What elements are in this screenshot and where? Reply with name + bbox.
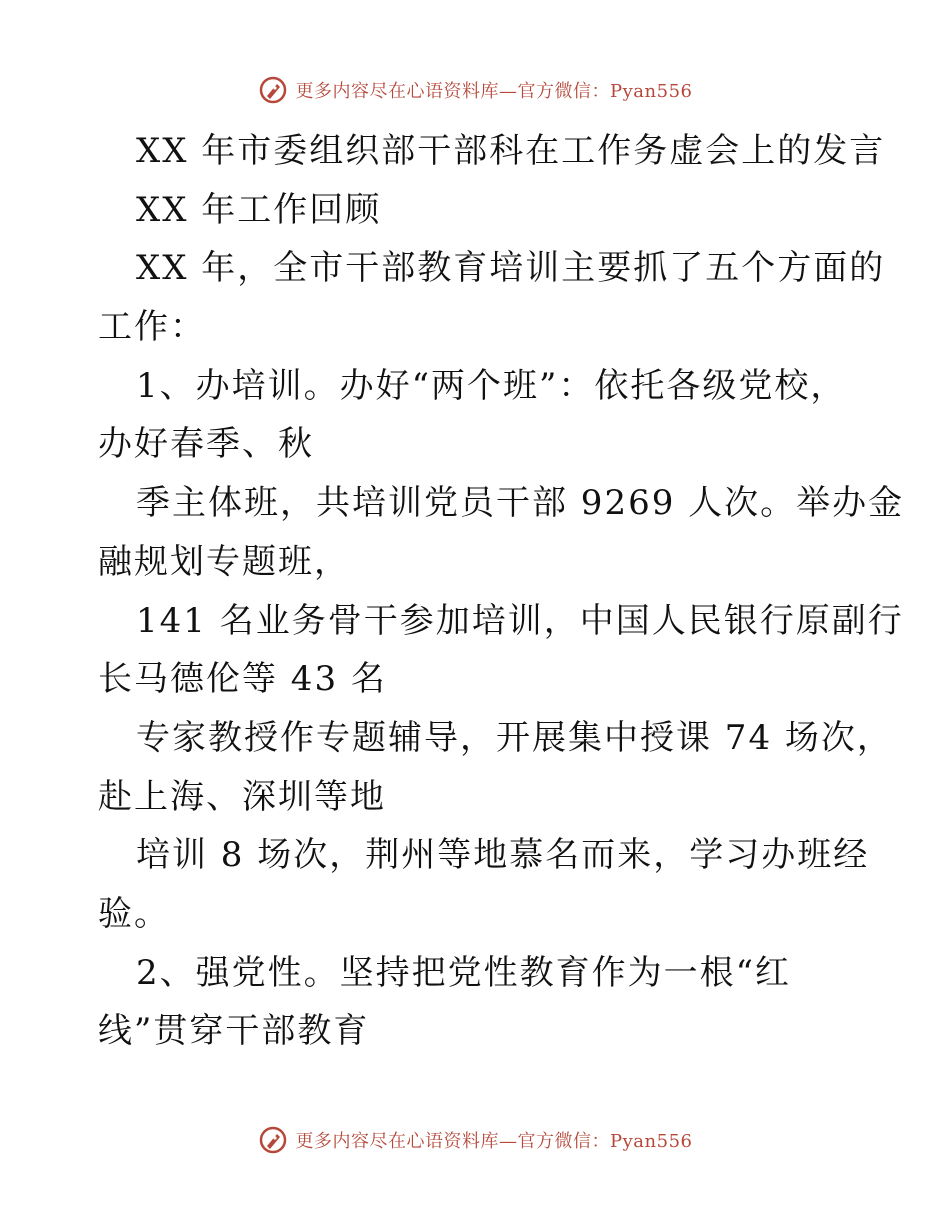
watermark-text: 更多内容尽在心语资料库—官方微信：Pyan556	[295, 81, 693, 102]
paragraph-line: 融规划专题班，	[98, 541, 350, 582]
paragraph-line: 专家教授作专题辅导，开展集中授课 74 场次，	[136, 717, 893, 758]
paragraph-line: 赴上海、深圳等地	[98, 776, 386, 817]
paragraph-line: 2、强党性。坚持把党性教育作为一根“红	[136, 952, 792, 993]
footer-watermark	[0, 1120, 950, 1160]
document-body	[98, 122, 905, 1061]
paragraph-line: 长马德伦等 43 名	[98, 659, 387, 700]
paragraph-line: 141 名业务骨干参加培训，中国人民银行原副行	[136, 600, 904, 641]
watermark-text: 更多内容尽在心语资料库—官方微信：Pyan556	[295, 1131, 693, 1152]
paragraph-line: 1、办培训。办好“两个班”：依托各级党校，	[136, 365, 847, 406]
pen-nib-logo-icon	[258, 1125, 288, 1155]
paragraph-line: XX 年，全市干部教育培训主要抓了五个方面的	[136, 248, 886, 289]
paragraph-line: 验。	[98, 893, 170, 934]
section-heading: XX 年工作回顾	[136, 189, 382, 230]
pen-nib-logo-icon	[258, 75, 288, 105]
paragraph-line: 培训 8 场次，荆州等地慕名而来，学习办班经	[136, 835, 870, 876]
doc-title: XX 年市委组织部干部科在工作务虚会上的发言	[136, 131, 886, 171]
paragraph-line: 办好春季、秋	[98, 424, 314, 465]
paragraph-line: 工作：	[98, 307, 206, 348]
paragraph-line: 季主体班，共培训党员干部 9269 人次。举办金	[136, 483, 905, 524]
header-watermark	[0, 70, 950, 110]
paragraph-line: 线”贯穿干部教育	[98, 1011, 370, 1052]
